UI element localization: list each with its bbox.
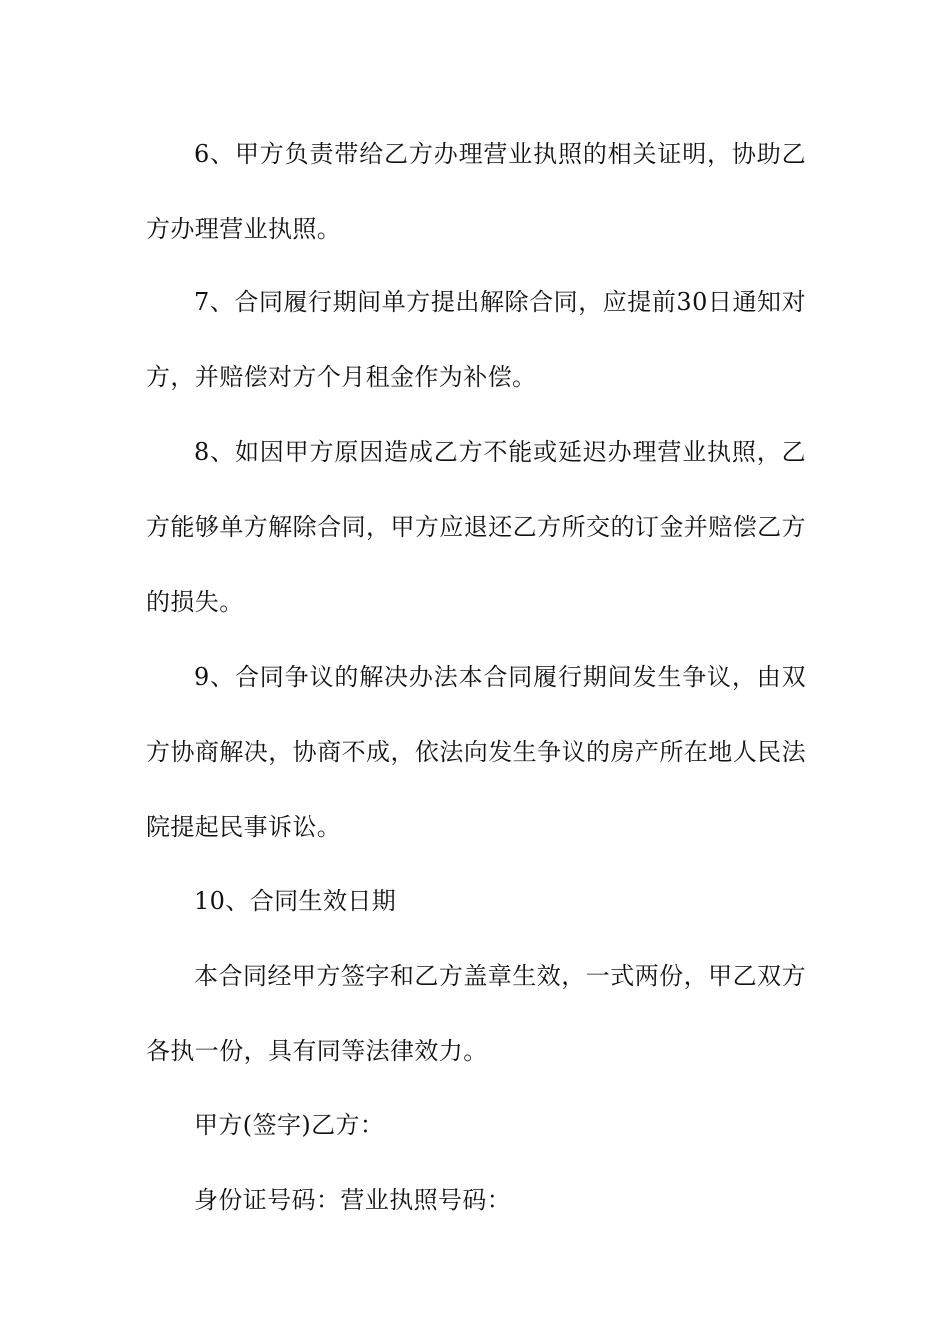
id-number-line: 身份证号码：营业执照号码： <box>194 1186 512 1214</box>
clause-10-heading: 10、合同生效日期 <box>194 887 397 915</box>
clause-8: 8、如因甲方原因造成乙方不能或延迟办理营业执照，乙方能够单方解除合同，甲方应退还乙方所交的订金并赔偿乙方的损失。 <box>146 438 806 616</box>
effectiveness-paragraph: 本合同经甲方签字和乙方盖章生效，一式两份，甲乙双方各执一份，具有同等法律效力。 <box>146 962 806 1065</box>
clause-7: 7、合同履行期间单方提出解除合同，应提前30日通知对方，并赔偿对方个月租金作为补偿。 <box>146 288 806 391</box>
clause-6: 6、甲方负责带给乙方办理营业执照的相关证明，协助乙方办理营业执照。 <box>146 140 806 243</box>
clause-9: 9、合同争议的解决办法本合同履行期间发生争议，由双方协商解决，协商不成，依法向发生争议的房产所在地人民法院提起民事诉讼。 <box>146 663 806 841</box>
signature-line: 甲方(签字)乙方： <box>194 1111 385 1139</box>
